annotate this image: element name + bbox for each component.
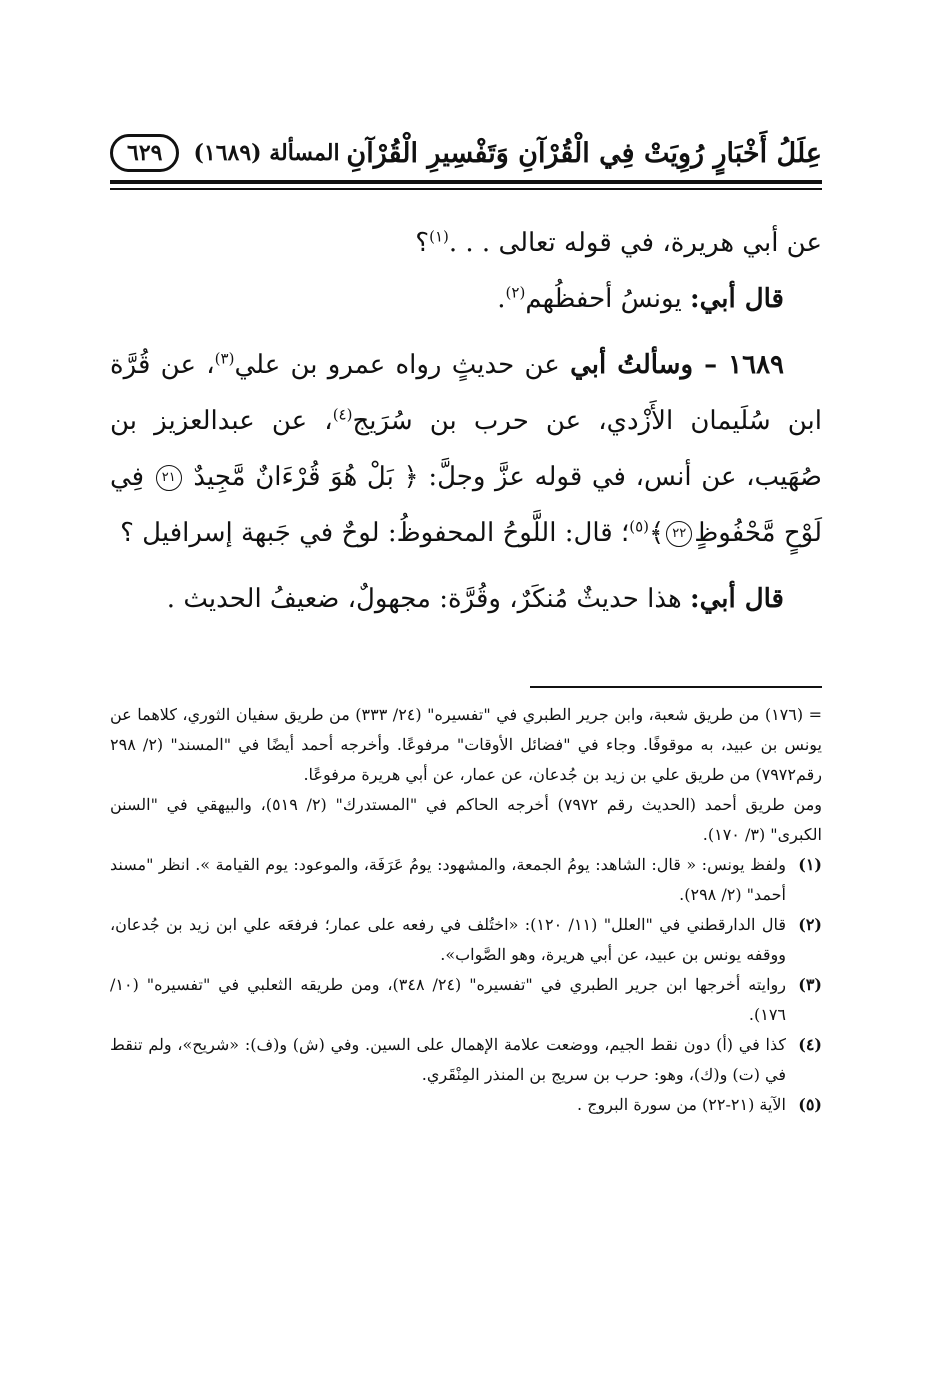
footnote-text: الآية (٢١-٢٢) من سورة البروج . [577, 1095, 786, 1114]
footnote-continuation: = (١٧٦) من طريق شعبة، وابن جرير الطبري في "تفسيره" (٢٤/ ٣٣٣) من طريق سفيان الثوري، كلاهما عن يونس بن عبيد، به موقوفًا. وجاء في "فضائل الأوقات" مرفوعًا. وأخرجه أحمد أيضًا في "المسند" (٢/ ٢٩٨ رقم٧٩٧٢) من طريق علي بن زيد بن جُدعان، عن عمار، عن أبي هريرة مرفوعًا. [110, 705, 822, 784]
issue-label: المسألة (١٦٨٩) [193, 140, 340, 166]
footnote-number: (٢) [798, 915, 822, 934]
footnote-number: (٣) [798, 975, 822, 994]
footnote-separator [530, 686, 822, 688]
footnote-item [110, 910, 822, 970]
footnote-item [110, 1090, 822, 1120]
footnote-text: روايته أخرجها ابن جرير الطبري في "تفسيره" (٢٤/ ٣٤٨)، ومن طريقه الثعلبي في "تفسيره" (١٠/ ١٧٦). [110, 975, 787, 1024]
footnote-item [110, 970, 822, 1030]
question-number: ١٦٨٩ – وسألتُ أبي [570, 350, 784, 380]
body-line-2: قال أبي: يونسُ أحفظُهم$^{(٢)}$. [497, 283, 784, 314]
question-paragraph: ١٦٨٩ – وسألتُ أبي عن حديثٍ رواه عمرو بن علي$^{(٣)}$، عن قُرَّة ابن سُلَيمان الأَزْدي، عن حرب بن سُرَيج$^{(٤)}$، عن عبدالعزيز بن صُهَيب، عن أنس، في قوله عزَّ وجلَّ: ﴿ بَلْ هُوَ قُرْءَانٌ مَّجِيدٌ ٢١ فِي لَوْحٍ مَّحْفُوظٍ٢٢﴾$^{(٥)}$؛ قال: اللَّوحُ المحفوظُ: لوحٌ في جَبهة إسرافيل ؟ [110, 349, 822, 548]
ayah-number-marker: ٢٢ [666, 521, 692, 547]
footnote-text: قال الدارقطني في "العلل" (١١/ ١٢٠): «اختُلف في رفعه على عمار؛ فرفعَه علي ابن زيد بن جُدعان، ووقفه يونس بن عبيد، عن أبي هريرة، وهو الصَّواب». [110, 915, 786, 964]
footnote-text: ولفظ يونس: « قال: الشاهد: يومُ الجمعة، والمشهود: يومُ عَرَفَة، والموعود: يوم القيامة ». انظر "مسند أحمد" (٢/ ٢٩٨). [110, 855, 786, 904]
speaker: قال أبي: [689, 584, 784, 614]
footnote-ref-2[interactable]: (٢) [505, 283, 526, 302]
footnote-ref-1[interactable]: (١) [429, 227, 449, 246]
footnote-text: كذا في (أ) دون نقط الجيم، ووضعت علامة الإهمال على السين. وفي (ش) و(ف): «شريح»، ولم تنقط في (ت) و(ك)، وهو: حرب بن سريج بن المنذر المِنْقَري. [110, 1035, 786, 1084]
footnote-item [110, 850, 822, 910]
book-title: عِلَلُ أَخْبَارٍ رُوِيَتْ فِي الْقُرْآنِ وَتَفْسِيرِ الْقُرْآنِ [346, 137, 822, 169]
footnotes [110, 700, 822, 1120]
footnote-item [110, 1030, 822, 1090]
answer-paragraph: قال أبي: هذا حديثٌ مُنكَرٌ، وقُرَّة: مجهولٌ، ضعيفُ الحديث . [166, 584, 784, 614]
footnote-continuation: ومن طريق أحمد (الحديث رقم ٧٩٧٢) أخرجه الحاكم في "المستدرك" (٢/ ٥١٩)، والبيهقي في "السنن الكبرى" (٣/ ١٧٠). [110, 795, 823, 844]
header-meta [110, 134, 340, 172]
footnote-ref-3[interactable]: (٣) [214, 349, 235, 368]
page-header [110, 128, 822, 178]
footnote-ref-4[interactable]: (٤) [332, 405, 353, 424]
footnote-number: (١) [798, 855, 822, 874]
main-text [110, 215, 822, 627]
body-line-1: عن أبي هريرة، في قوله تعالى . . .$^{(١)}$؟ [415, 227, 822, 258]
header-rule-thin [110, 188, 822, 190]
page-number: ٦٢٩ [110, 134, 179, 172]
footnote-number: (٤) [798, 1035, 822, 1054]
footnote-ref-5[interactable]: (٥) [629, 517, 650, 536]
footnote-number: (٥) [798, 1095, 822, 1114]
header-rule-thick [110, 180, 822, 184]
speaker: قال أبي: [689, 284, 784, 314]
ayah-number-marker: ٢١ [156, 465, 182, 491]
